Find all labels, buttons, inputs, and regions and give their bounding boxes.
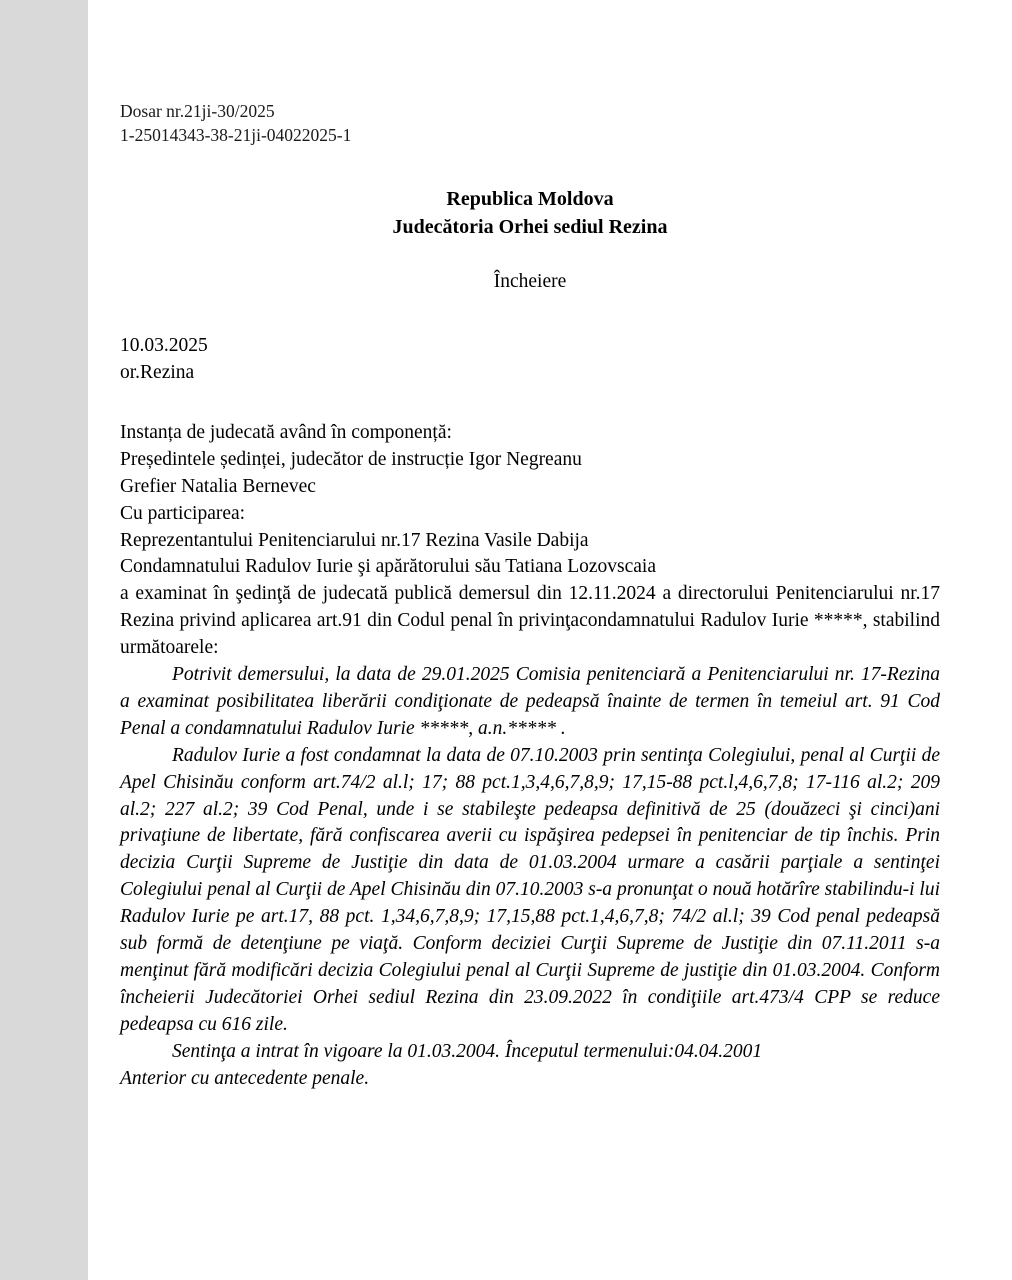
composition-line-5: Reprezentantului Penitenciarului nr.17 Rezina Vasile Dabija (120, 529, 589, 551)
document-title (120, 185, 940, 241)
document-date: 10.03.2025 (120, 335, 208, 357)
document-body (120, 420, 940, 1093)
case-header (120, 100, 940, 147)
document-page (88, 0, 1012, 1280)
title-country: Republica Moldova (446, 188, 614, 211)
paragraph-commission: Potrivit demersului, la data de 29.01.2025 Comisia penitenciară a Penitenciarului nr. 17-Rezina a examinat posibilitatea liberării condiţionate de pedeapsă înainte de termen în temeiul art. 91 Cod Penal a condamnatului Radulov Iurie *****, a.n.***** . (120, 664, 940, 739)
composition-line-3: Grefier Natalia Bernevec (120, 475, 316, 497)
composition-line-2: Președintele ședinței, judecător de instrucție Igor Negreanu (120, 448, 582, 470)
paragraph-conviction: Radulov Iurie a fost condamnat la data de 07.10.2003 prin sentinţa Colegiului, penal al Curţii de Apel Chisinău conform art.74/2 al.l; 17; 88 pct.1,3,4,6,7,8,9; 17,15-88 pct.l,4,6,7,8; 17-116 al.2; 209 al.2; 227 al.2; 39 Cod Penal, unde i se stabileşte pedeapsa definitivă de 25 (douăzeci şi cinci)ani privaţiune de libertate, fără confiscarea averii cu ispăşirea pedepsei în penitenciar de tip închis. Prin decizia Curţii Supreme de Justiţie din data de 01.03.2004 urmare a casării parţiale a sentinţei Colegiului penal al Curţii de Apel Chisinău din 07.10.2003 s-a pronunţat o nouă hotărîre stabilindu-i lui Radulov Iurie pe art.17, 88 pct. 1,34,6,7,8,9; 17,15,88 pct.1,4,6,7,8; 74/2 al.l; 39 Cod penal pedeapsă sub formă de detenţiune pe viaţă. Conform deciziei Curţii Supreme de Justiţie din 07.11.2011 s-a menţinut fără modificări decizia Colegiului penal al Curţii Supreme de justiţie din 01.03.2004. Conform încheierii Judecătoriei Orhei sediul Rezina din 23.09.2022 în condiţiile art.473/4 CPP se reduce pedeapsa cu 616 zile. (120, 744, 940, 1035)
title-court: Judecătoria Orhei sediul Rezina (392, 216, 668, 239)
composition-line-6: Condamnatului Radulov Iurie şi apărătorului său Tatiana Lozovscaia (120, 556, 656, 578)
case-number-line-2: 1-25014343-38-21ji-04022025-1 (120, 124, 352, 145)
composition-line-4: Cu participarea: (120, 502, 246, 524)
paragraph-prior-record: Anterior cu antecedente penale. (120, 1067, 370, 1089)
paragraph-sentence-force: Sentinţa a intrat în vigoare la 01.03.2004. Începutul termenului:04.04.2001 (172, 1040, 763, 1062)
document-subtitle: Încheiere (493, 271, 567, 293)
composition-line-1: Instanța de judecată având în componență: (120, 421, 452, 443)
case-number-line-1: Dosar nr.21ji-30/2025 (120, 101, 275, 121)
date-city-block (120, 333, 940, 386)
intro-paragraph: a examinat în şedinţă de judecată publică demersul din 12.11.2024 a directorului Penitenciarului nr.17 Rezina privind aplicarea art.91 din Codul penal în privinţacondamnatului Radulov Iurie *****, stabilind următoarele: (120, 583, 940, 659)
document-city: or.Rezina (120, 361, 195, 383)
